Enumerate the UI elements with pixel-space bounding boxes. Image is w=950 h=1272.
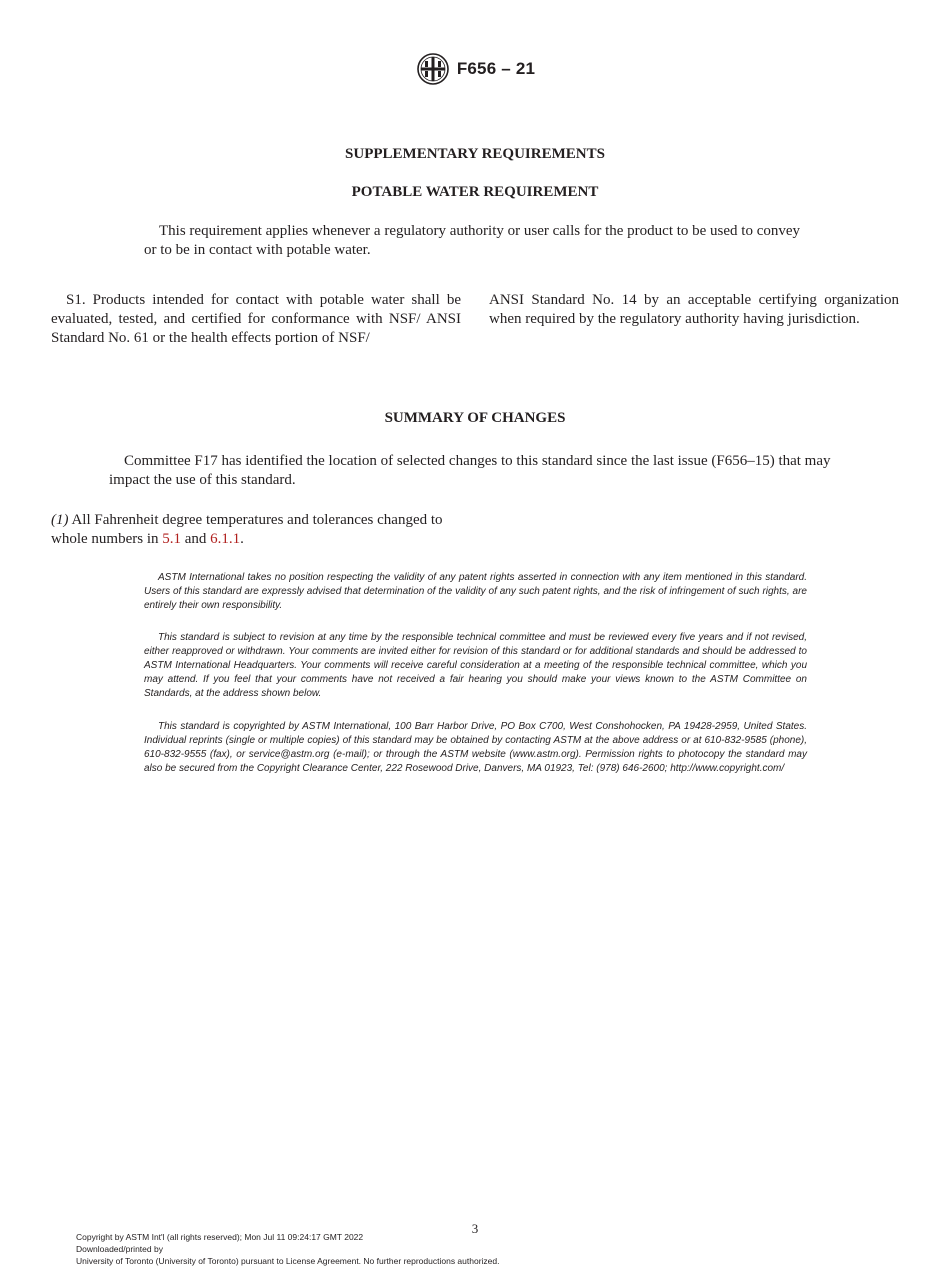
change-item-and: and	[184, 531, 207, 547]
astm-logo-icon	[415, 52, 451, 86]
s1-left-text: S1. Products intended for contact with potable water shall be evaluated, tested, and certified for conformance with NSF/ ANSI Standard No. 61 or the health effects portion of NSF/	[51, 292, 461, 346]
revision-notice	[144, 631, 807, 701]
change-item-text: All Fahrenheit degree temperatures and tolerances changed to whole numbers in	[51, 512, 443, 547]
page-number: 3	[471, 1221, 479, 1236]
section-link-5-1[interactable]: 5.1	[162, 531, 181, 547]
section-link-6-1-1[interactable]: 6.1.1	[210, 531, 241, 547]
s1-left-column	[51, 291, 461, 348]
change-item-number: (1)	[51, 512, 69, 528]
copyright-notice	[144, 720, 807, 776]
footer-license-line: University of Toronto (University of Toronto) pursuant to License Agreement. No further reproductions authorized.	[76, 1256, 500, 1266]
page-header	[0, 52, 950, 86]
download-footer	[76, 1231, 776, 1267]
footer-copyright-line: Copyright by ASTM Int'l (all rights reserved); Mon Jul 11 09:24:17 GMT 2022	[76, 1232, 364, 1242]
s1-right-column: ANSI Standard No. 14 by an acceptable certifying organization when required by the regulatory authority having jurisdiction.	[489, 292, 899, 327]
change-item-period: .	[240, 531, 244, 547]
change-item-1	[51, 511, 461, 549]
patent-notice	[144, 571, 807, 613]
copyright-notice-text: This standard is copyrighted by ASTM International, 100 Barr Harbor Drive, PO Box C700, West Conshohocken, PA 19428-2959, United States. Individual reprints (single or multiple copies) of this standard may be obtained by contacting ASTM at the above address or at 610-832-9585 (phone), 610-832-9555 (fax), or service@astm.org (e-mail); or through the ASTM website (www.astm.org). Permission rights to photocopy the standard may also be secured from the Copyright Clearance Center, 222 Rosewood Drive, Danvers, MA 01923, Tel: (978) 646-2600; http://www.copyright.com/	[144, 721, 807, 774]
supplementary-requirements-heading: SUPPLEMENTARY REQUIREMENTS	[345, 146, 605, 162]
standard-designation: F656 – 21	[456, 59, 536, 78]
summary-intro: Committee F17 has identified the location of selected changes to this standard since the last issue (F656–15) that may impact the use of this standard.	[109, 453, 831, 488]
revision-notice-text: This standard is subject to revision at any time by the responsible technical committee and must be reviewed every five years and if not revised, either reapproved or withdrawn. Your comments are invited either for revision of this standard or for additional standards and should be addressed to ASTM International Headquarters. Your comments will receive careful consideration at a meeting of the responsible technical committee, which you may attend. If you feel that your comments have not received a fair hearing you should make your views known to the ASTM Committee on Standards, at the address shown below.	[144, 632, 807, 699]
summary-of-changes-heading: SUMMARY OF CHANGES	[384, 410, 566, 426]
potable-water-heading: POTABLE WATER REQUIREMENT	[351, 184, 599, 200]
patent-notice-text: ASTM International takes no position respecting the validity of any patent rights asserted in connection with any item mentioned in this standard. Users of this standard are expressly advised that determination of the validity of any such patent rights, and the risk of infringement of such rights, are entirely their own responsibility.	[144, 572, 807, 611]
potable-water-intro: This requirement applies whenever a regulatory authority or user calls for the product to be used to convey or to be in contact with potable water.	[144, 223, 801, 258]
footer-downloaded-line: Downloaded/printed by	[76, 1244, 163, 1254]
